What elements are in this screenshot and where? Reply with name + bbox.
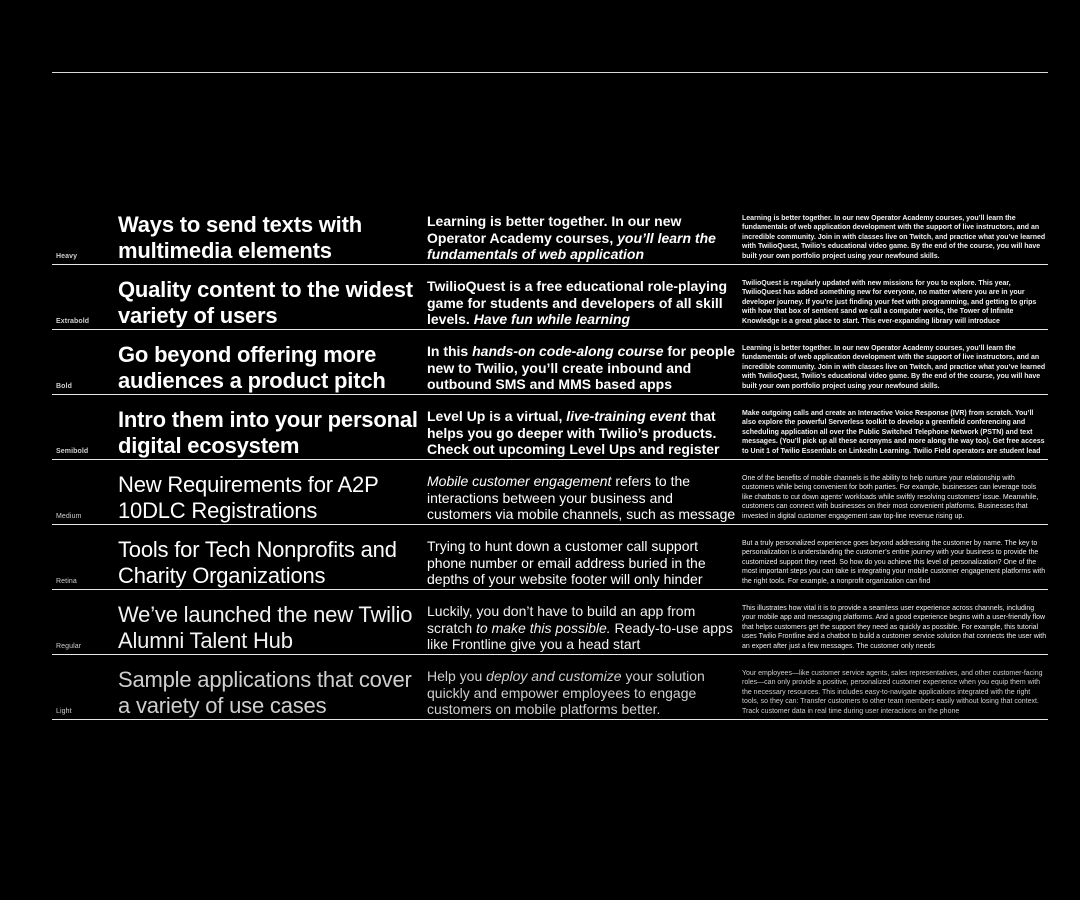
- specimen-row-retina: [52, 525, 1048, 590]
- specimen-row-bold: [52, 330, 1048, 395]
- small-paragraph: Make outgoing calls and create an Interactive Voice Response (IVR) from scratch. You’ll also explore the powerful Serverless toolkit to develop a greenfield conferencing and scheduling application all over the Public Switched Telephone Network (PSTN) and text messages. (You’ll pick up all these acronyms and more along the way too). Get free access to Unit 1 of Twilio Essentials on LinkedIn Learning. Twilio Field operators are student lead: [742, 410, 1045, 455]
- weight-label: Extrabold: [56, 318, 90, 325]
- small-paragraph: Your employees—like customer service agents, sales representatives, and other customer-facing roles—can only provide a positive, personalized customer experience when you equip them with the necessary resources. This includes easy-to-navigate applications integrated with the right tools, so they can: Transfer customers to other team members easily without losing that context. Track customer data in real time during user interactions on the phone: [742, 670, 1043, 715]
- headline: Sample applications that cover a variety of use cases: [118, 667, 412, 718]
- paragraph: [427, 473, 737, 523]
- paragraph-text: Luckily, you don’t have to build an app from scratch: [427, 603, 696, 636]
- headline: New Requirements for A2P 10DLC Registrations: [118, 472, 379, 523]
- paragraph: [427, 538, 737, 588]
- weight-label: Regular: [56, 643, 82, 650]
- headline: Quality content to the widest variety of users: [118, 277, 413, 328]
- weight-label: Medium: [56, 513, 82, 520]
- specimen-row-heavy: [52, 200, 1048, 265]
- type-specimen-table: [52, 200, 1048, 720]
- small-paragraph: This illustrates how vital it is to provide a seamless user experience across channels, including your mobile app and messaging platforms. And a good experience begins with a user-friendly flow that helps customers get the support they need as quickly as possible. For example, this tutorial uses Twilio Frontline and a chatbot to build a customer service solution that connects the user with an expert after just a few messages. The customer only needs: [742, 605, 1047, 650]
- specimen-row-semibold: [52, 395, 1048, 460]
- headline: We’ve launched the new Twilio Alumni Talent Hub: [118, 602, 413, 653]
- paragraph-text-tail: for people new to Twilio, you’ll create inbound and outbound SMS and MMS based apps: [427, 343, 736, 392]
- paragraph: [427, 343, 737, 393]
- paragraph: [427, 278, 737, 328]
- weight-label: Heavy: [56, 253, 78, 260]
- paragraph-text-tail: your solution quickly and empower employees to engage customers on mobile platforms better.: [427, 668, 705, 717]
- paragraph-text: Trying to hunt down a customer call support phone number or email address buried in the depths of your website footer will only hinder: [427, 538, 706, 587]
- paragraph-text: Level Up is a virtual,: [427, 408, 567, 424]
- weight-label: Semibold: [56, 448, 89, 455]
- headline: Intro them into your personal digital ecosystem: [118, 407, 418, 458]
- paragraph-emphasis: Have fun while learning: [473, 311, 631, 327]
- weight-label: Bold: [56, 383, 72, 390]
- headline: Ways to send texts with multimedia elements: [118, 212, 362, 263]
- weight-label: Retina: [56, 578, 77, 585]
- weight-label: Light: [56, 708, 72, 715]
- paragraph-text: Help you: [427, 668, 487, 684]
- paragraph-emphasis: you’ll learn the fundamentals of web application: [427, 229, 716, 262]
- specimen-row-light: [52, 655, 1048, 720]
- paragraph-emphasis: deploy and customize: [486, 668, 622, 684]
- paragraph: [427, 668, 737, 718]
- paragraph-text: TwilioQuest is a free educational role-playing game for students and developers of all skill levels.: [427, 278, 728, 327]
- paragraph: [427, 408, 737, 458]
- small-paragraph: Learning is better together. In our new Operator Academy courses, you’ll learn the fundamentals of web application development with the support of live instructors, and an incredible community. Join in with classes live on Twitch, and practice what you’ve learned with TwilioQuest, Twilio’s educational video game. By the end of the course, you will have built your own portfolio project using your newfound skills.: [742, 215, 1046, 260]
- paragraph-text-tail: that helps you go deeper with Twilio’s products. Check out upcoming Level Ups and register: [427, 408, 720, 457]
- specimen-row-extrabold: [52, 265, 1048, 330]
- headline: Go beyond offering more audiences a product pitch: [118, 342, 386, 393]
- small-paragraph: But a truly personalized experience goes beyond addressing the customer by name. The key to personalization is understanding the customer’s entire journey with your business to provide the customized support they need. So how do you achieve this level of personalization? One of the most important steps you can take is integrating your mobile customer engagement platforms with the right tools. For example, a nonprofit organization can find: [742, 540, 1046, 585]
- small-paragraph: TwilioQuest is regularly updated with new missions for you to explore. This year, TwilioQuest has added something new for everyone, no matter where you are in your developer journey. If you’re just finding your feet with programming, and getting to grips with how that box of sentient sand we call a computer works, the Tower of Infinite Knowledge is a great place to start. This ever-expanding library will introduce: [742, 280, 1037, 325]
- paragraph-text-tail: refers to the interactions between your business and customers via mobile channels, such as message: [427, 473, 736, 522]
- specimen-row-regular: [52, 590, 1048, 655]
- paragraph-text-tail: Ready-to-use apps like Frontline give you a head start: [427, 619, 733, 652]
- paragraph-emphasis: hands-on code-along course: [472, 343, 664, 359]
- paragraph-emphasis: to make this possible.: [476, 619, 611, 636]
- specimen-row-medium: [52, 460, 1048, 525]
- paragraph-emphasis: live-training event: [566, 408, 687, 424]
- paragraph: [427, 603, 737, 653]
- paragraph-text: In this: [427, 343, 473, 359]
- paragraph-text: Learning is better together. In our new Operator Academy courses,: [427, 213, 682, 246]
- paragraph: [427, 213, 737, 263]
- headline: Tools for Tech Nonprofits and Charity Organizations: [118, 537, 397, 588]
- top-divider: [52, 72, 1048, 73]
- paragraph-emphasis: Mobile customer engagement: [427, 473, 612, 489]
- small-paragraph: One of the benefits of mobile channels is the ability to help nurture your relationship with customers while being convenient for both parties. For example, businesses can leverage tools like chatbots to cut down agents’ workloads while swiftly resolving customers’ issue. Meanwhile, customers can connect with businesses on their most convenient platforms. Businesses that invested in digital customer engagement saw top-line revenue rising up.: [742, 475, 1039, 520]
- small-paragraph: Learning is better together. In our new Operator Academy courses, you’ll learn the fundamentals of web application development with the support of live instructors, and an incredible community. Join in with classes live on Twitch, and practice what you’ve learned with TwilioQuest, Twilio’s educational video game. By the end of the course, you will have built your own portfolio project using your newfound skills.: [742, 345, 1046, 390]
